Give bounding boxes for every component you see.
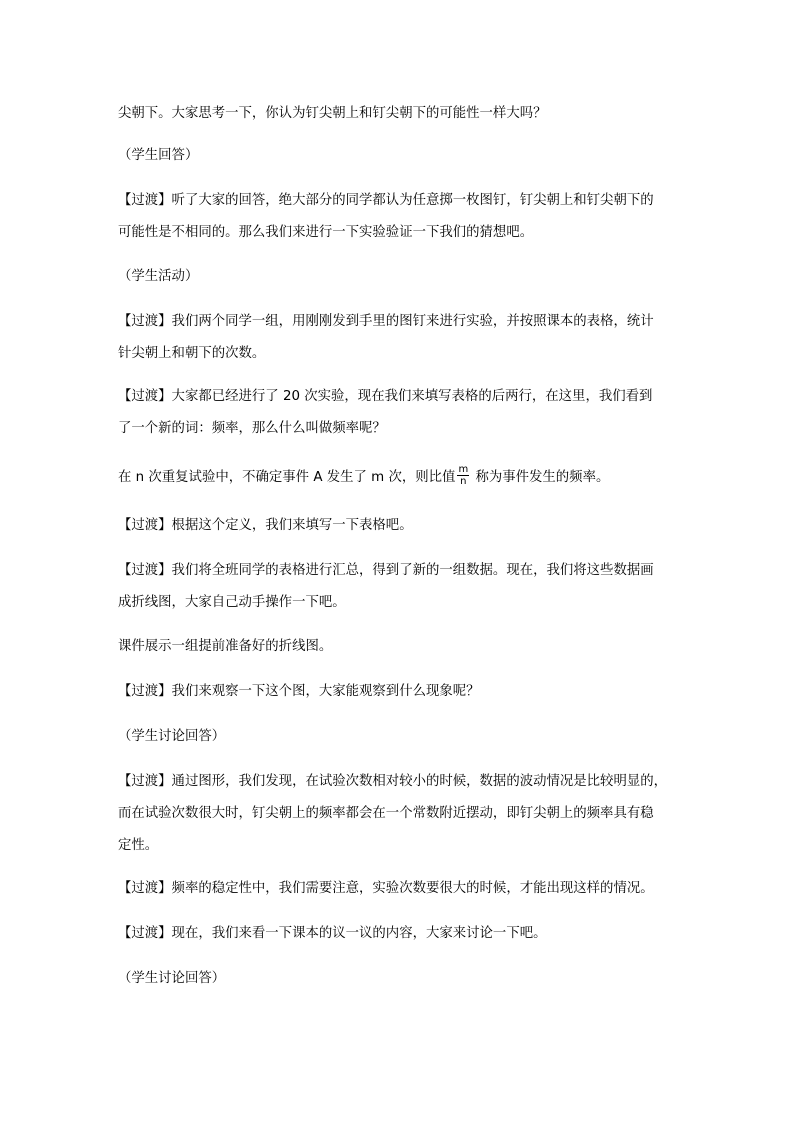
text-line: 了一个新的词：频率，那么什么叫做频率呢？	[118, 421, 386, 436]
paragraph-transition-4	[118, 510, 678, 542]
paragraph-courseware	[118, 631, 678, 663]
paragraph-question	[118, 98, 678, 130]
paragraph-frequency-definition	[118, 462, 678, 494]
paragraph-transition-9	[118, 918, 678, 950]
text-line: 【过渡】我们将全班同学的表格进行汇总，得到了新的一组数据。现在，我们将这些数据画	[118, 563, 654, 578]
paragraph-transition-2	[118, 306, 678, 370]
paragraph-student-discussion-2	[118, 963, 678, 995]
fraction-numerator: m	[458, 463, 469, 475]
text-line: 【过渡】大家都已经进行了 20 次实验，现在我们来填写表格的后两行，在这里，我们看到	[118, 389, 653, 404]
text-line: （学生讨论回答）	[118, 971, 226, 986]
text-line: 【过渡】频率的稳定性中，我们需要注意，实验次数要很大的时候，才能出现这样的情况。	[118, 881, 654, 896]
paragraph-transition-6	[118, 676, 678, 708]
text-line: 可能性是不相同的。那么我们来进行一下实验验证一下我们的猜想吧。	[118, 225, 534, 240]
text-line: 【过渡】通过图形，我们发现，在试验次数相对较小的时候，数据的波动情况是比较明显的，	[118, 774, 668, 789]
text-line: 【过渡】听了大家的回答，绝大部分的同学都认为任意掷一枚图钉，钉尖朝上和钉尖朝下的	[118, 193, 654, 208]
fraction-m-over-n	[457, 464, 469, 487]
text-line: 成折线图，大家自己动手操作一下吧。	[118, 595, 346, 610]
text-line: 针尖朝上和朝下的次数。	[118, 346, 266, 361]
paragraph-student-discussion-1	[118, 721, 678, 753]
paragraph-transition-7	[118, 766, 678, 862]
definition-line	[118, 462, 678, 494]
text-line: 【过渡】我们来观察一下这个图，大家能观察到什么现象呢？	[118, 684, 480, 699]
definition-after: 称为事件发生的频率。	[471, 470, 610, 485]
text-line: （学生回答）	[118, 148, 199, 163]
definition-before: 在 n 次重复试验中，不确定事件 A 发生了 m 次，则比值	[118, 470, 456, 485]
text-line: 【过渡】现在，我们来看一下课本的议一议的内容，大家来讨论一下吧。	[118, 926, 547, 941]
paragraph-transition-8	[118, 873, 678, 905]
text-line: （学生讨论回答）	[118, 729, 226, 744]
text-line: 而在试验次数很大时，钉尖朝上的频率都会在一个常数附近摆动，即钉尖朝上的频率具有稳	[118, 806, 654, 821]
text-line: 课件展示一组提前准备好的折线图。	[118, 639, 333, 654]
fraction-denominator: n	[460, 475, 467, 487]
text-line: 【过渡】我们两个同学一组，用刚刚发到手里的图钉来进行实验，并按照课本的表格，统计	[118, 314, 654, 329]
text-line: （学生活动）	[118, 269, 199, 284]
text-line: 尖朝下。大家思考一下，你认为钉尖朝上和钉尖朝下的可能性一样大吗？	[118, 106, 547, 121]
text-line: 定性。	[118, 838, 159, 853]
paragraph-student-activity	[118, 261, 678, 293]
paragraph-student-answer	[118, 140, 678, 172]
text-line: 【过渡】根据这个定义，我们来填写一下表格吧。	[118, 518, 413, 533]
paragraph-transition-3	[118, 381, 678, 445]
paragraph-transition-5	[118, 555, 678, 619]
paragraph-transition-1	[118, 185, 678, 249]
